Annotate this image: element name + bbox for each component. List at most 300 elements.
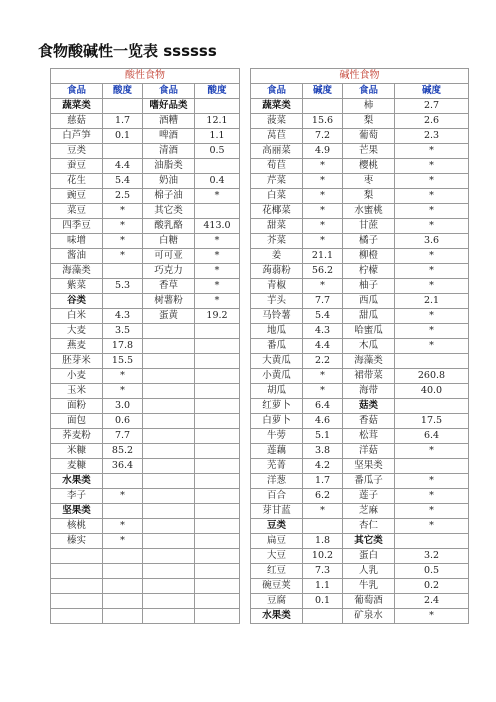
acidity-value-cell <box>195 159 240 174</box>
food-name-cell: 樱桃 <box>343 159 395 174</box>
food-name-cell: 柳橙 <box>343 249 395 264</box>
acidity-value-cell: * <box>103 219 143 234</box>
food-name-cell: 青椒 <box>251 279 303 294</box>
alkalinity-value-cell: * <box>395 159 469 174</box>
food-name-cell <box>143 399 195 414</box>
alkalinity-value-cell: 3.2 <box>395 549 469 564</box>
header-food: 食品 <box>143 84 195 99</box>
food-name-cell: 榛实 <box>51 534 103 549</box>
alkalinity-value-cell: 5.4 <box>303 309 343 324</box>
acidity-value-cell: 2.5 <box>103 189 143 204</box>
food-name-cell <box>143 354 195 369</box>
column-gap <box>240 384 251 399</box>
acidity-value-cell <box>195 354 240 369</box>
food-name-cell <box>51 549 103 564</box>
acidity-value-cell: * <box>103 369 143 384</box>
food-name-cell: 高丽菜 <box>251 144 303 159</box>
category-label-cell: 蔬菜类 <box>251 99 303 114</box>
food-name-cell: 番瓜 <box>251 339 303 354</box>
alkalinity-value-cell: * <box>395 489 469 504</box>
food-name-cell: 白芦笋 <box>51 129 103 144</box>
alkalinity-value-cell: 2.1 <box>395 294 469 309</box>
acidity-value-cell: 1.1 <box>195 129 240 144</box>
column-gap <box>240 474 251 489</box>
alkalinity-value-cell <box>395 534 469 549</box>
table-row <box>51 594 469 609</box>
alkalinity-value-cell: 7.3 <box>303 564 343 579</box>
acidity-value-cell <box>195 339 240 354</box>
acidity-value-cell <box>195 474 240 489</box>
acidity-value-cell <box>195 609 240 624</box>
alkalinity-value-cell: * <box>395 264 469 279</box>
alkalinity-value-cell: 10.2 <box>303 549 343 564</box>
food-name-cell: 杏仁 <box>343 519 395 534</box>
alkalinity-value-cell: 6.4 <box>395 429 469 444</box>
food-name-cell: 胚芽米 <box>51 354 103 369</box>
food-name-cell: 碗豆荚 <box>251 579 303 594</box>
food-name-cell: 清酒 <box>143 144 195 159</box>
header-acidity: 酸度 <box>195 84 240 99</box>
food-name-cell: 莲子 <box>343 489 395 504</box>
category-label-cell: 其它类 <box>343 534 395 549</box>
food-name-cell: 面粉 <box>51 399 103 414</box>
food-name-cell: 李子 <box>51 489 103 504</box>
column-gap <box>240 459 251 474</box>
column-gap <box>240 339 251 354</box>
acidity-value-cell: 3.0 <box>103 399 143 414</box>
acidity-value-cell <box>195 369 240 384</box>
food-name-cell: 甘蔗 <box>343 219 395 234</box>
food-name-cell: 菠菜 <box>251 114 303 129</box>
acidity-value-cell <box>103 609 143 624</box>
food-name-cell: 木瓜 <box>343 339 395 354</box>
alkaline-food-group-header: 碱性食物 <box>251 69 469 84</box>
table-row <box>51 444 469 459</box>
alkalinity-value-cell: 2.7 <box>395 99 469 114</box>
column-gap <box>240 444 251 459</box>
table-row <box>51 294 469 309</box>
column-gap <box>240 534 251 549</box>
food-name-cell <box>143 474 195 489</box>
food-name-cell: 姜 <box>251 249 303 264</box>
food-name-cell <box>143 414 195 429</box>
table-row <box>51 309 469 324</box>
acidity-value-cell: 17.8 <box>103 339 143 354</box>
column-gap <box>240 324 251 339</box>
food-name-cell: 可可亚 <box>143 249 195 264</box>
acidity-value-cell: * <box>103 489 143 504</box>
food-name-cell <box>143 444 195 459</box>
alkalinity-value-cell: * <box>395 279 469 294</box>
alkalinity-value-cell: 0.2 <box>395 579 469 594</box>
table-row <box>51 339 469 354</box>
food-name-cell: 马铃薯 <box>251 309 303 324</box>
alkalinity-value-cell: 260.8 <box>395 369 469 384</box>
alkalinity-value-cell: * <box>395 249 469 264</box>
acidity-value-cell <box>103 474 143 489</box>
acidity-value-cell: 413.0 <box>195 219 240 234</box>
alkalinity-value-cell: * <box>303 279 343 294</box>
food-name-cell: 牛乳 <box>343 579 395 594</box>
food-name-cell <box>143 324 195 339</box>
alkalinity-value-cell: 1.7 <box>303 474 343 489</box>
category-label-cell: 谷类 <box>51 294 103 309</box>
food-name-cell <box>143 429 195 444</box>
alkalinity-value-cell: 21.1 <box>303 249 343 264</box>
acidity-value-cell <box>103 294 143 309</box>
alkalinity-value-cell: 4.4 <box>303 339 343 354</box>
table-row <box>51 159 469 174</box>
food-name-cell: 荞麦粉 <box>51 429 103 444</box>
column-gap <box>240 609 251 624</box>
acidity-value-cell: 5.4 <box>103 174 143 189</box>
acidity-value-cell: * <box>195 189 240 204</box>
food-name-cell: 甜菜 <box>251 219 303 234</box>
column-gap <box>240 594 251 609</box>
alkalinity-value-cell: 6.2 <box>303 489 343 504</box>
column-gap <box>240 249 251 264</box>
alkalinity-value-cell: 0.5 <box>395 564 469 579</box>
column-gap <box>240 174 251 189</box>
alkalinity-value-cell: 6.4 <box>303 399 343 414</box>
acidity-value-cell <box>195 429 240 444</box>
category-label-cell: 嗜好品类 <box>143 99 195 114</box>
column-gap <box>240 144 251 159</box>
table-row <box>51 114 469 129</box>
category-label-cell: 坚果类 <box>51 504 103 519</box>
alkalinity-value-cell: 2.2 <box>303 354 343 369</box>
food-name-cell: 小黄瓜 <box>251 369 303 384</box>
food-name-cell: 奶油 <box>143 174 195 189</box>
food-name-cell: 海带 <box>343 384 395 399</box>
food-name-cell: 巧克力 <box>143 264 195 279</box>
column-gap <box>240 519 251 534</box>
alkalinity-value-cell: 56.2 <box>303 264 343 279</box>
table-row <box>51 174 469 189</box>
column-gap <box>240 69 251 84</box>
column-gap <box>240 549 251 564</box>
alkalinity-value-cell: 7.2 <box>303 129 343 144</box>
food-name-cell: 海藻类 <box>343 354 395 369</box>
food-name-cell: 芋头 <box>251 294 303 309</box>
acidity-value-cell <box>195 444 240 459</box>
food-name-cell <box>51 609 103 624</box>
food-name-cell: 芒果 <box>343 144 395 159</box>
table-row <box>51 264 469 279</box>
alkalinity-value-cell: 0.1 <box>303 594 343 609</box>
header-food: 食品 <box>51 84 103 99</box>
food-name-cell <box>143 339 195 354</box>
table-row <box>51 249 469 264</box>
food-name-cell: 西瓜 <box>343 294 395 309</box>
food-name-cell: 白米 <box>51 309 103 324</box>
table-row <box>51 579 469 594</box>
acidity-value-cell: * <box>195 279 240 294</box>
alkalinity-value-cell: 7.7 <box>303 294 343 309</box>
food-name-cell: 柚子 <box>343 279 395 294</box>
alkalinity-value-cell: * <box>303 159 343 174</box>
food-name-cell: 橘子 <box>343 234 395 249</box>
alkalinity-value-cell: * <box>395 309 469 324</box>
food-name-cell: 坚果类 <box>343 459 395 474</box>
food-name-cell: 水蜜桃 <box>343 204 395 219</box>
column-gap <box>240 504 251 519</box>
category-label-cell: 蔬菜类 <box>51 99 103 114</box>
food-name-cell: 芝麻 <box>343 504 395 519</box>
header-food: 食品 <box>251 84 303 99</box>
header-alkalinity: 碱度 <box>303 84 343 99</box>
food-name-cell: 荀苣 <box>251 159 303 174</box>
table-row <box>51 474 469 489</box>
column-gap <box>240 99 251 114</box>
column-gap <box>240 234 251 249</box>
alkalinity-value-cell: * <box>303 384 343 399</box>
alkalinity-value-cell: * <box>303 189 343 204</box>
food-name-cell: 地瓜 <box>251 324 303 339</box>
alkalinity-value-cell: * <box>395 519 469 534</box>
food-name-cell: 红萝卜 <box>251 399 303 414</box>
column-gap <box>240 189 251 204</box>
food-name-cell: 番瓜子 <box>343 474 395 489</box>
acidity-value-cell <box>195 534 240 549</box>
food-name-cell <box>143 504 195 519</box>
alkalinity-value-cell: * <box>303 204 343 219</box>
food-name-cell: 扁豆 <box>251 534 303 549</box>
food-name-cell: 玉米 <box>51 384 103 399</box>
food-name-cell: 芹菜 <box>251 174 303 189</box>
acidity-value-cell: 5.3 <box>103 279 143 294</box>
acidity-value-cell: 19.2 <box>195 309 240 324</box>
category-label-cell: 水果类 <box>51 474 103 489</box>
acidity-value-cell: 7.7 <box>103 429 143 444</box>
header-acidity: 酸度 <box>103 84 143 99</box>
acidity-value-cell <box>103 144 143 159</box>
table-row <box>51 564 469 579</box>
food-name-cell: 葡萄酒 <box>343 594 395 609</box>
column-gap <box>240 369 251 384</box>
table-row <box>51 414 469 429</box>
food-name-cell: 酸乳酪 <box>143 219 195 234</box>
acidity-value-cell <box>195 594 240 609</box>
acidity-value-cell: 1.7 <box>103 114 143 129</box>
food-name-cell: 白萝卜 <box>251 414 303 429</box>
acidity-value-cell <box>195 579 240 594</box>
acidity-value-cell <box>103 594 143 609</box>
alkalinity-value-cell <box>395 459 469 474</box>
food-name-cell: 莲藕 <box>251 444 303 459</box>
table-row <box>51 399 469 414</box>
table-row <box>51 384 469 399</box>
food-name-cell <box>143 489 195 504</box>
food-name-cell: 松茸 <box>343 429 395 444</box>
alkalinity-value-cell: * <box>303 234 343 249</box>
column-gap <box>240 489 251 504</box>
food-name-cell: 哈蜜瓜 <box>343 324 395 339</box>
food-name-cell: 大豆 <box>251 549 303 564</box>
food-name-cell: 花椰菜 <box>251 204 303 219</box>
food-name-cell: 味增 <box>51 234 103 249</box>
alkalinity-value-cell: 4.3 <box>303 324 343 339</box>
food-name-cell <box>51 594 103 609</box>
food-name-cell <box>143 369 195 384</box>
alkalinity-value-cell: * <box>395 609 469 624</box>
acidity-value-cell <box>195 549 240 564</box>
table-row <box>51 519 469 534</box>
food-name-cell: 梨 <box>343 189 395 204</box>
food-name-cell: 酒糟 <box>143 114 195 129</box>
column-gap <box>240 204 251 219</box>
alkalinity-value-cell <box>395 354 469 369</box>
food-name-cell: 四季豆 <box>51 219 103 234</box>
alkalinity-value-cell: * <box>395 144 469 159</box>
alkalinity-value-cell: 4.2 <box>303 459 343 474</box>
food-name-cell: 人乳 <box>343 564 395 579</box>
food-name-cell: 核桃 <box>51 519 103 534</box>
acidity-value-cell <box>103 549 143 564</box>
food-name-cell: 裙带菜 <box>343 369 395 384</box>
food-name-cell: 蚕豆 <box>51 159 103 174</box>
food-name-cell <box>143 534 195 549</box>
header-food: 食品 <box>343 84 395 99</box>
food-name-cell: 大麦 <box>51 324 103 339</box>
alkalinity-value-cell: * <box>395 474 469 489</box>
alkalinity-value-cell: * <box>395 189 469 204</box>
table-row <box>51 489 469 504</box>
food-name-cell: 洋葱 <box>251 474 303 489</box>
food-name-cell: 豌豆 <box>51 189 103 204</box>
table-row <box>51 549 469 564</box>
food-name-cell: 麦糠 <box>51 459 103 474</box>
acidity-value-cell <box>103 264 143 279</box>
acidity-value-cell: * <box>195 264 240 279</box>
acid-alkaline-table <box>50 68 469 624</box>
food-name-cell: 香菇 <box>343 414 395 429</box>
acidity-value-cell: 3.5 <box>103 324 143 339</box>
column-gap <box>240 159 251 174</box>
food-name-cell: 蛋黄 <box>143 309 195 324</box>
acidity-value-cell: 0.4 <box>195 174 240 189</box>
food-name-cell: 芥菜 <box>251 234 303 249</box>
food-name-cell: 米糠 <box>51 444 103 459</box>
acidity-value-cell <box>103 564 143 579</box>
food-name-cell: 花生 <box>51 174 103 189</box>
alkalinity-value-cell: 1.1 <box>303 579 343 594</box>
acidity-value-cell <box>195 204 240 219</box>
food-name-cell: 百合 <box>251 489 303 504</box>
column-gap <box>240 279 251 294</box>
alkalinity-value-cell: * <box>395 219 469 234</box>
food-name-cell: 海藻类 <box>51 264 103 279</box>
alkalinity-value-cell: * <box>395 444 469 459</box>
header-alkalinity: 碱度 <box>395 84 469 99</box>
acidity-value-cell <box>195 504 240 519</box>
food-name-cell: 菜豆 <box>51 204 103 219</box>
table-row <box>51 354 469 369</box>
food-name-cell <box>143 519 195 534</box>
table-row <box>51 144 469 159</box>
alkalinity-value-cell: * <box>395 324 469 339</box>
acidity-value-cell: * <box>103 249 143 264</box>
table-row <box>51 234 469 249</box>
acidity-value-cell: 12.1 <box>195 114 240 129</box>
food-name-cell: 小麦 <box>51 369 103 384</box>
table-row <box>51 219 469 234</box>
acidity-value-cell <box>195 564 240 579</box>
column-gap <box>240 414 251 429</box>
food-name-cell: 甜瓜 <box>343 309 395 324</box>
column-gap <box>240 579 251 594</box>
food-name-cell: 牛蒡 <box>251 429 303 444</box>
food-name-cell: 其它类 <box>143 204 195 219</box>
food-name-cell: 枣 <box>343 174 395 189</box>
table-row <box>51 324 469 339</box>
alkalinity-value-cell: 2.6 <box>395 114 469 129</box>
acidity-value-cell <box>195 519 240 534</box>
alkalinity-value-cell <box>303 99 343 114</box>
alkalinity-value-cell: * <box>303 369 343 384</box>
page-title: 食物酸碱性一览表 ssssss <box>38 42 217 60</box>
table-row <box>51 429 469 444</box>
food-name-cell: 燕麦 <box>51 339 103 354</box>
acidity-value-cell <box>195 489 240 504</box>
acidity-value-cell: * <box>103 204 143 219</box>
food-name-cell: 慈菇 <box>51 114 103 129</box>
acidity-value-cell: 4.3 <box>103 309 143 324</box>
alkalinity-value-cell <box>395 399 469 414</box>
column-gap <box>240 294 251 309</box>
food-name-cell: 柠檬 <box>343 264 395 279</box>
column-gap <box>240 564 251 579</box>
column-gap <box>240 129 251 144</box>
food-name-cell <box>143 459 195 474</box>
acidity-value-cell <box>195 99 240 114</box>
alkalinity-value-cell: 5.1 <box>303 429 343 444</box>
food-name-cell <box>51 579 103 594</box>
table-row <box>51 609 469 624</box>
acidity-value-cell: 15.5 <box>103 354 143 369</box>
food-name-cell: 胡瓜 <box>251 384 303 399</box>
table-row <box>51 189 469 204</box>
acidity-value-cell <box>103 504 143 519</box>
food-name-cell: 啤酒 <box>143 129 195 144</box>
alkalinity-value-cell: 3.8 <box>303 444 343 459</box>
acidity-value-cell: 4.4 <box>103 159 143 174</box>
table-row <box>51 504 469 519</box>
food-name-cell: 梨 <box>343 114 395 129</box>
food-name-cell: 树薯粉 <box>143 294 195 309</box>
column-gap <box>240 429 251 444</box>
food-name-cell: 矿泉水 <box>343 609 395 624</box>
food-name-cell <box>143 579 195 594</box>
alkalinity-value-cell: * <box>395 339 469 354</box>
food-name-cell <box>51 564 103 579</box>
alkalinity-value-cell: 1.8 <box>303 534 343 549</box>
acidity-value-cell <box>195 399 240 414</box>
food-name-cell: 红豆 <box>251 564 303 579</box>
food-name-cell: 豆腐 <box>251 594 303 609</box>
acidity-value-cell: * <box>195 234 240 249</box>
food-name-cell: 芜菁 <box>251 459 303 474</box>
acidity-value-cell: * <box>195 294 240 309</box>
food-name-cell: 蒟蒻粉 <box>251 264 303 279</box>
acidity-value-cell <box>195 459 240 474</box>
alkalinity-value-cell: * <box>303 174 343 189</box>
food-name-cell: 莴苣 <box>251 129 303 144</box>
alkalinity-value-cell: 15.6 <box>303 114 343 129</box>
alkalinity-value-cell: 2.3 <box>395 129 469 144</box>
alkalinity-value-cell: * <box>395 174 469 189</box>
alkalinity-value-cell: * <box>395 204 469 219</box>
